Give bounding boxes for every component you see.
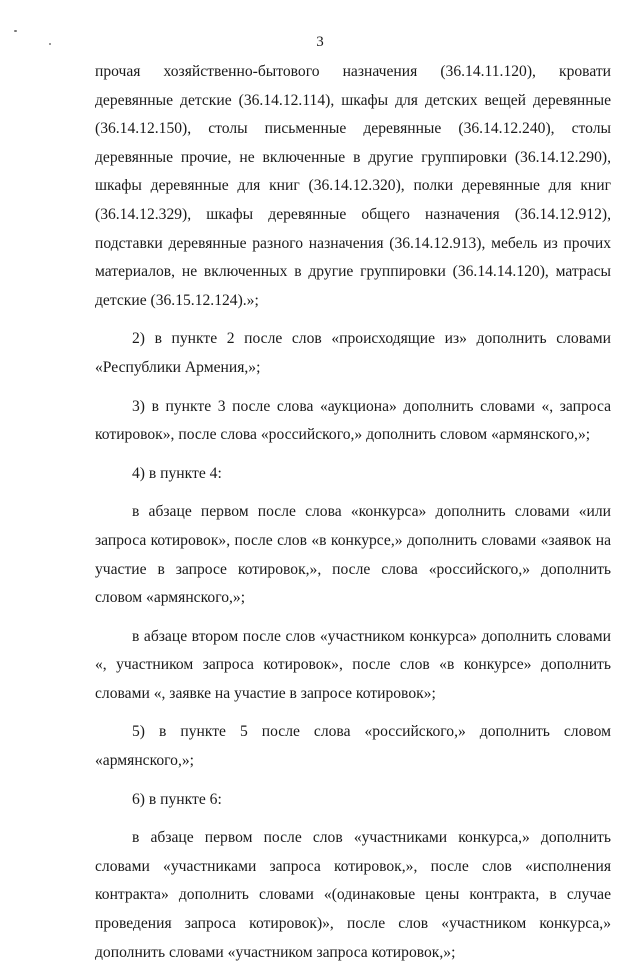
paragraph-item-3: 3) в пункте 3 после слова «аукциона» дополнить словами «, запроса котировок», после слова «российского,» дополнить словом «армянского,»; [95,397,611,444]
paragraph-item-4-first-subparagraph: в абзаце первом после слова «конкурса» дополнить словами «или запроса котировок», после слов «в конкурсе,» дополнить словами «заявок на участие в запросе котировок,», после слова «российского,» дополнить словом «армянского,»; [95,503,611,607]
paragraph-item-6-heading: 6) в пункте 6: [132,790,222,808]
paragraph-item-6-first-subparagraph: в абзаце первом после слов «участниками конкурса,» дополнить словами «участниками запроса котировок,», после слов «исполнения контракта» дополнить словами «(одинаковые цены контракта, в случае проведения запроса котировок)», после слов «участником конкурса,» дополнить словами «участником запроса котировок,»; [95,829,611,961]
paragraph-item-5: 5) в пункте 5 после слова «российского,» дополнить словом «армянского,»; [95,723,611,770]
scan-mark [14,30,17,32]
paragraph-item-4-heading: 4) в пункте 4: [132,464,222,482]
paragraph-item-4-second-subparagraph: в абзаце втором после слов «участником конкурса» дополнить словами «, участником запроса котировок», после слов «в конкурсе» дополнить словами «, заявке на участие в запросе котировок»; [95,627,611,702]
paragraph-continuation: прочая хозяйственно-бытового назначения (36.14.11.120), кровати деревянные детские (36.14.12.114), шкафы для детских вещей деревянные (36.14.12.150), столы письменные деревянные (36.14.12.240), столы деревянные прочие, не включенные в другие группировки (36.14.12.290), шкафы деревянные для книг (36.14.12.320), полки деревянные для книг (36.14.12.329), шкафы деревянные общего назначения (36.14.12.912), подставки деревянные разного назначения (36.14.12.913), мебель из прочих материалов, не включенных в другие группировки (36.14.14.120), матрасы детские (36.15.12.124).»; [95,63,611,309]
document-body [95,58,611,977]
paragraph-item-2: 2) в пункте 2 после слов «происходящие из» дополнить словами «Республики Армения,»; [95,330,611,376]
page-number: 3 [316,34,324,50]
